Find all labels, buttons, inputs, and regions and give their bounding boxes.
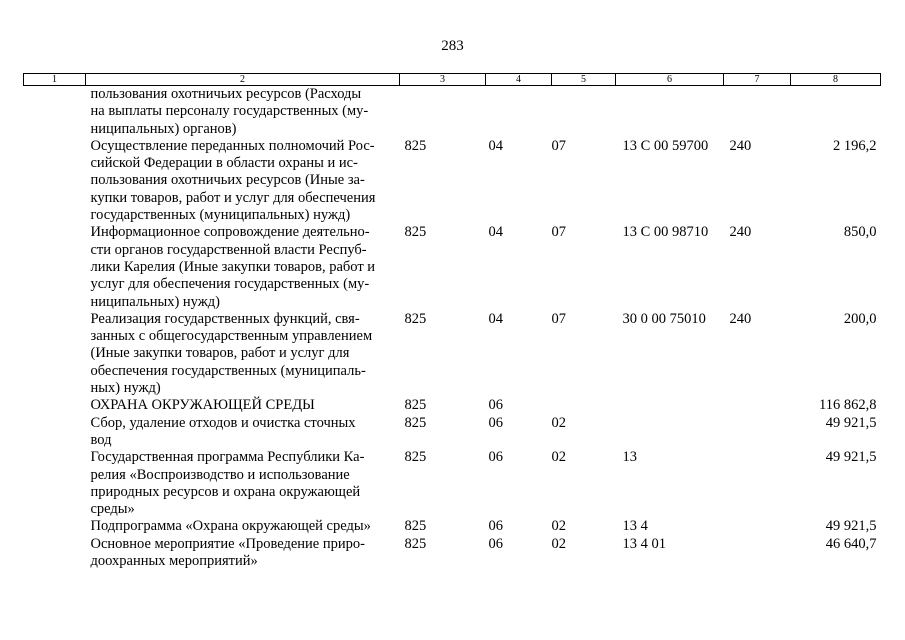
row-index-cell [24, 449, 86, 518]
column-number-8: 8 [791, 74, 881, 86]
section-code-cell: 06 [488, 397, 503, 414]
column-number-5: 5 [552, 74, 616, 86]
row-index-cell [24, 536, 86, 571]
row-name-line: услуг для обеспечения государственных (му- [90, 276, 370, 293]
expense-type-cell [724, 86, 791, 138]
table-row [24, 449, 881, 518]
column-number-1: 1 [24, 74, 86, 86]
row-name-cell [86, 415, 400, 450]
row-name-line: Подпрограмма «Охрана окружающей среды» [90, 518, 371, 535]
target-article-cell: 13 4 01 [622, 535, 666, 552]
ministry-code-cell: 825 [404, 535, 427, 552]
amount-cell [791, 86, 881, 138]
ministry-code-cell: 825 [404, 310, 427, 327]
row-name-line: государственных (муниципальных) нужд) [90, 207, 351, 224]
section-code-cell: 04 [488, 224, 503, 241]
row-name-line: (Иные закупки товаров, работ и услуг для [90, 345, 350, 362]
subsection-code-cell: 02 [551, 535, 566, 552]
row-name-cell [86, 311, 400, 397]
ministry-code-cell: 825 [404, 397, 427, 414]
table-row [24, 397, 881, 414]
row-name-line: на выплаты персоналу государственных (му- [90, 103, 369, 120]
row-name-cell [86, 138, 400, 224]
row-name-line: занных с общегосударственным управлением [90, 328, 373, 345]
table-row [24, 86, 881, 138]
row-name-cell [86, 518, 400, 535]
subsection-code-cell: 02 [551, 449, 566, 466]
row-name-line: Основное мероприятие «Проведение приро- [90, 535, 365, 552]
row-index-cell [24, 415, 86, 450]
expense-type-cell [724, 536, 791, 571]
subsection-code-cell: 02 [551, 518, 566, 535]
amount-cell: 49 921,5 [825, 414, 877, 431]
table-body [24, 86, 881, 571]
row-name-line: ных) нужд) [90, 380, 161, 397]
row-name-cell [86, 449, 400, 518]
row-name-line: ниципальных) нужд) [90, 293, 220, 310]
section-code-cell: 04 [488, 310, 503, 327]
row-name-line: сийской Федерации в области охраны и ис- [90, 155, 358, 172]
target-article-cell: 13 С 00 98710 [622, 224, 709, 241]
table-row [24, 224, 881, 310]
table-row [24, 536, 881, 571]
amount-cell: 850,0 [843, 224, 877, 241]
table-row [24, 311, 881, 397]
subsection-code-cell: 07 [551, 137, 566, 154]
expense-type-cell [724, 415, 791, 450]
column-number-2: 2 [86, 74, 400, 86]
row-name-cell [86, 86, 400, 138]
row-name-line: купки товаров, работ и услуг для обеспечения [90, 189, 376, 206]
expense-type-cell: 240 [729, 224, 752, 241]
row-index-cell [24, 311, 86, 397]
column-number-6: 6 [616, 74, 724, 86]
row-name-cell [86, 536, 400, 571]
row-name-line: лики Карелия (Иные закупки товаров, работ и [90, 258, 376, 275]
target-article-cell: 13 [622, 449, 637, 466]
column-number-7: 7 [724, 74, 791, 86]
row-name-line: Государственная программа Республики Ка- [90, 449, 365, 466]
subsection-code-cell [552, 397, 616, 414]
target-article-cell: 13 С 00 59700 [622, 137, 709, 154]
target-article-cell: 30 0 00 75010 [622, 310, 706, 327]
expense-type-cell: 240 [729, 310, 752, 327]
subsection-code-cell: 07 [551, 224, 566, 241]
ministry-code-cell: 825 [404, 224, 427, 241]
row-name-cell [86, 397, 400, 414]
row-name-line: Информационное сопровождение деятельно- [90, 224, 370, 241]
column-number-3: 3 [400, 74, 486, 86]
row-name-line: природных ресурсов и охрана окружающей [90, 483, 361, 500]
column-number-header-row [24, 74, 881, 86]
row-index-cell [24, 224, 86, 310]
row-index-cell [24, 397, 86, 414]
target-article-cell: 13 4 [622, 518, 648, 535]
row-name-line: ниципальных) органов) [90, 120, 237, 137]
subsection-code-cell [552, 86, 616, 138]
amount-cell: 116 862,8 [819, 397, 877, 414]
expense-type-cell: 240 [729, 137, 752, 154]
row-name-line: доохранных мероприятий» [90, 553, 258, 570]
row-index-cell [24, 86, 86, 138]
target-article-cell [616, 415, 724, 450]
ministry-code-cell: 825 [404, 518, 427, 535]
expense-type-cell [724, 518, 791, 535]
amount-cell: 46 640,7 [825, 535, 877, 552]
budget-table [23, 73, 881, 570]
target-article-cell [616, 86, 724, 138]
section-code-cell: 06 [488, 449, 503, 466]
subsection-code-cell: 02 [551, 414, 566, 431]
expense-type-cell [724, 449, 791, 518]
row-name-line: сти органов государственной власти Респуб- [90, 241, 367, 258]
row-name-cell [86, 224, 400, 310]
row-name-line: пользования охотничьих ресурсов (Иные за- [90, 172, 365, 189]
amount-cell: 49 921,5 [825, 518, 877, 535]
row-name-line: Реализация государственных функций, свя- [90, 310, 360, 327]
subsection-code-cell: 07 [551, 310, 566, 327]
row-index-cell [24, 518, 86, 535]
row-name-line: обеспечения государственных (муниципаль- [90, 362, 366, 379]
ministry-code-cell: 825 [404, 449, 427, 466]
row-name-line: пользования охотничьих ресурсов (Расходы [90, 86, 362, 102]
ministry-code-cell: 825 [404, 137, 427, 154]
row-name-line: ОХРАНА ОКРУЖАЮЩЕЙ СРЕДЫ [90, 397, 315, 414]
section-code-cell: 04 [488, 137, 503, 154]
section-code-cell [486, 86, 552, 138]
table-row [24, 518, 881, 535]
table-row [24, 138, 881, 224]
row-name-line: среды» [90, 501, 135, 518]
row-name-line: релия «Воспроизводство и использование [90, 466, 350, 483]
expense-type-cell [724, 397, 791, 414]
table-row [24, 415, 881, 450]
ministry-code-cell [400, 86, 486, 138]
amount-cell: 2 196,2 [833, 137, 877, 154]
section-code-cell: 06 [488, 414, 503, 431]
row-index-cell [24, 138, 86, 224]
section-code-cell: 06 [488, 518, 503, 535]
section-code-cell: 06 [488, 535, 503, 552]
ministry-code-cell: 825 [404, 414, 427, 431]
page-number: 283 [441, 38, 464, 54]
row-name-line: Осуществление переданных полномочий Рос- [90, 137, 375, 154]
target-article-cell [616, 397, 724, 414]
column-number-4: 4 [486, 74, 552, 86]
row-name-line: Сбор, удаление отходов и очистка сточных [90, 414, 356, 431]
row-name-line: вод [90, 431, 112, 448]
amount-cell: 200,0 [843, 310, 877, 327]
amount-cell: 49 921,5 [825, 449, 877, 466]
